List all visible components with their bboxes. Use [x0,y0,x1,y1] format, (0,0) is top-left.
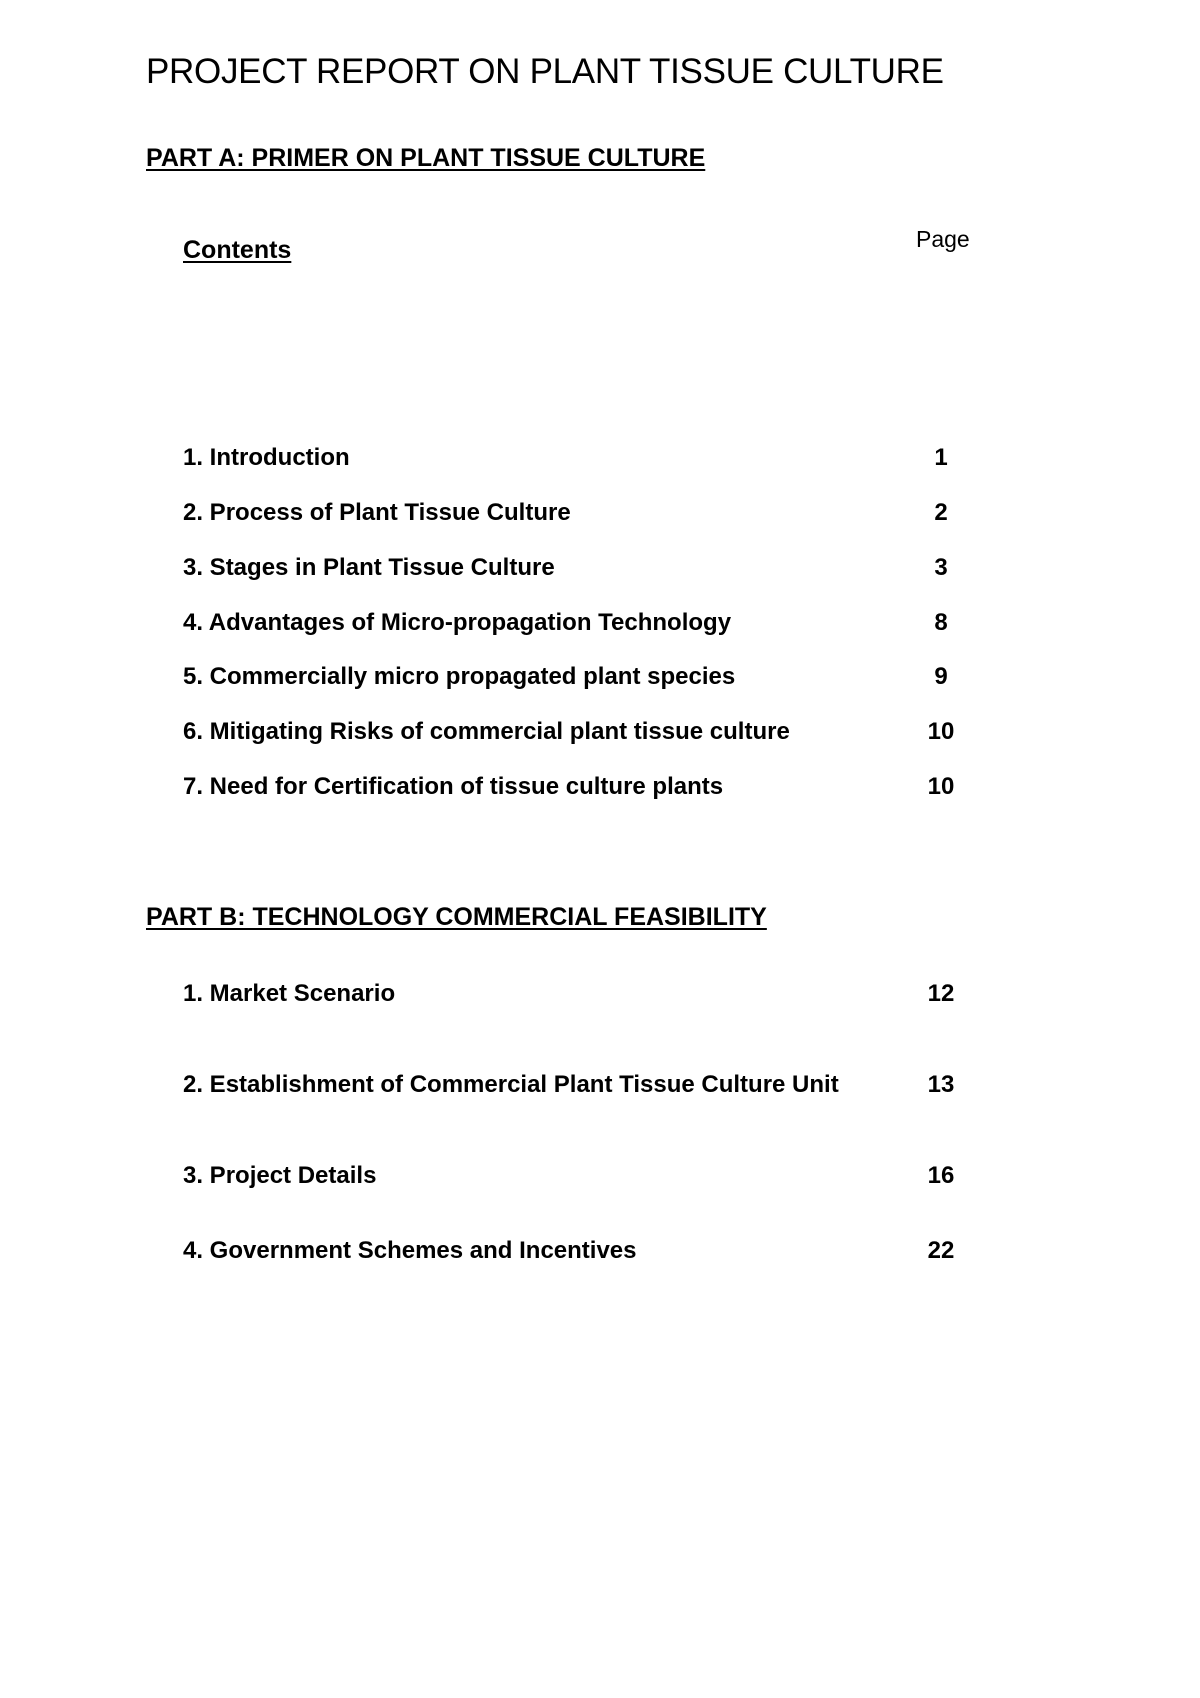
toc-entry [183,1237,983,1271]
toc-entry-page: 13 [927,1071,955,1098]
toc-entry [183,609,983,643]
toc-entry [183,444,983,478]
part-b-heading: PART B: TECHNOLOGY COMMERCIAL FEASIBILITY [146,903,767,931]
toc-entry-page: 10 [927,773,955,800]
contents-label: Contents [183,236,292,264]
toc-entry [183,718,983,752]
document-title: PROJECT REPORT ON PLANT TISSUE CULTURE [146,52,944,91]
toc-entry-page: 12 [927,980,955,1007]
toc-entry-page: 3 [934,554,948,581]
toc-entry-title: 1. Introduction [183,444,350,471]
toc-entry [183,1071,983,1105]
toc-entry-title: 1. Market Scenario [183,980,396,1007]
toc-entry [183,980,983,1014]
page-column-label: Page [916,226,970,252]
toc-entry-title: 4. Advantages of Micro-propagation Technology [183,609,732,636]
toc-entry-title: 4. Government Schemes and Incentives [183,1237,637,1264]
toc-entry-title: 7. Need for Certification of tissue culture plants [183,773,724,800]
toc-entry-page: 9 [934,663,948,690]
toc-entry [183,554,983,588]
toc-entry-title: 2. Establishment of Commercial Plant Tissue Culture Unit [183,1071,839,1098]
toc-entry-title: 5. Commercially micro propagated plant species [183,663,736,690]
toc-entry-title: 3. Stages in Plant Tissue Culture [183,554,555,581]
toc-entry-page: 16 [927,1162,955,1189]
toc-entry-page: 10 [927,718,955,745]
toc-entry-page: 1 [934,444,948,471]
toc-entry [183,1162,983,1196]
part-a-heading: PART A: PRIMER ON PLANT TISSUE CULTURE [146,144,706,172]
toc-entry [183,663,983,697]
toc-entry-title: 2. Process of Plant Tissue Culture [183,499,571,526]
toc-entry [183,499,983,533]
toc-entry-title: 6. Mitigating Risks of commercial plant tissue culture [183,718,790,745]
toc-entry-title: 3. Project Details [183,1162,377,1189]
toc-entry [183,773,983,807]
toc-entry-page: 8 [934,609,948,636]
toc-entry-page: 2 [934,499,948,526]
toc-entry-page: 22 [927,1237,955,1264]
